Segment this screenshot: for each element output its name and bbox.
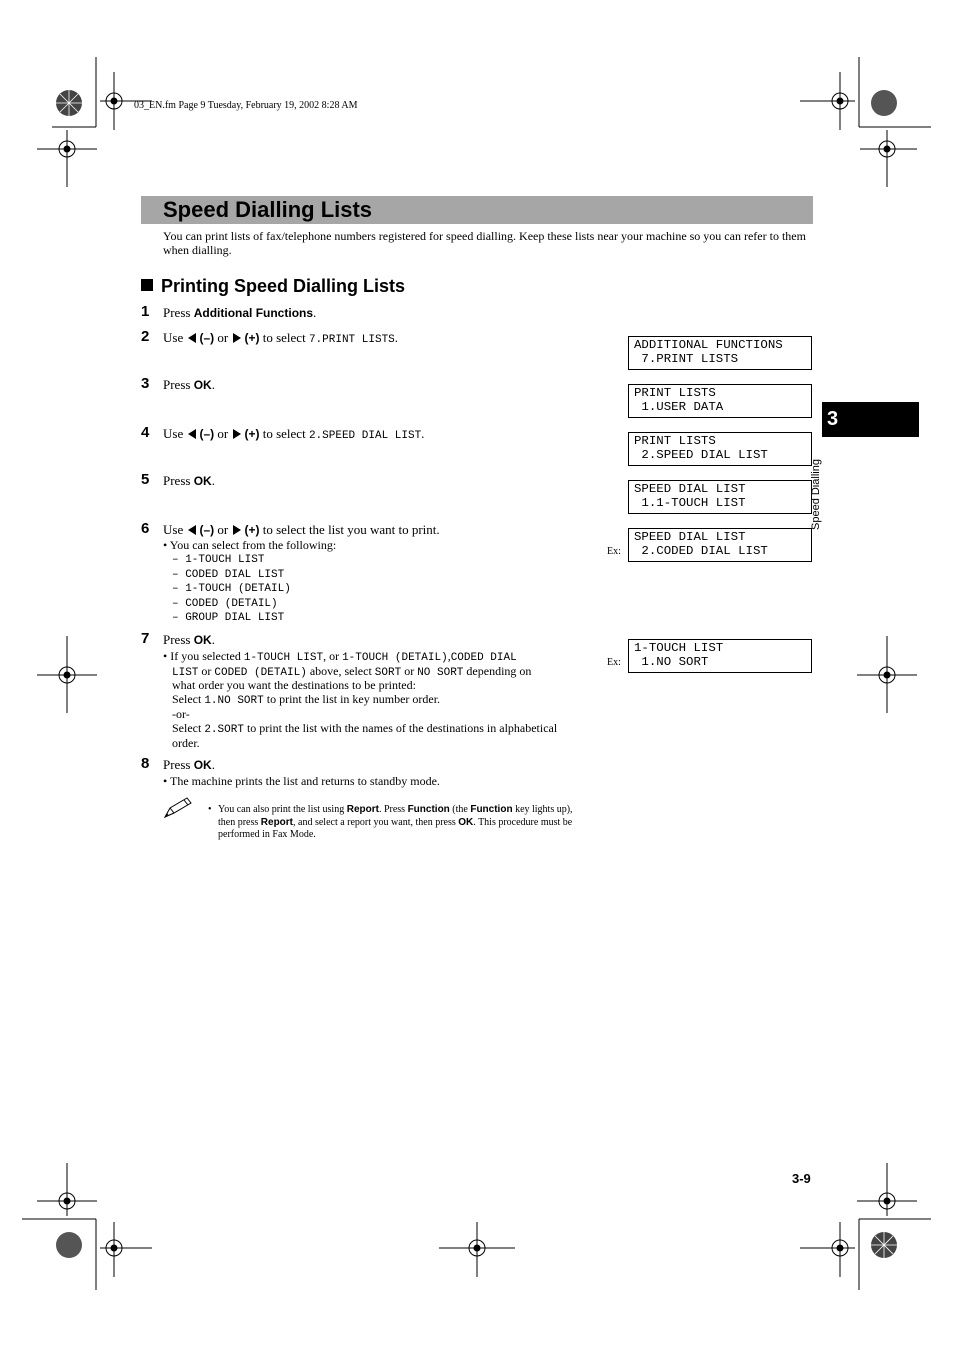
right-arrow-icon [233,333,241,343]
key-name: Function [407,804,450,815]
step-7-line-3: what order you want the destinations to be printed: [172,678,416,692]
lcd-display [628,639,812,673]
punct: . [421,426,425,441]
registration-mark-icon [37,130,97,187]
lcd-line: 1.1-TOUCH LIST [634,496,746,510]
display-code: NO SORT [417,667,464,679]
text: , or [323,649,343,663]
step-number: 2 [141,328,150,345]
page-title: Speed Dialling Lists [163,197,373,222]
text: or [198,664,215,678]
display-code: CODED (DETAIL) [214,667,307,679]
step-number: 7 [141,630,150,647]
left-arrow-icon [188,429,196,439]
key-name: (+) [244,523,260,537]
page-number: 3-9 [792,1171,811,1186]
display-code: SORT [374,667,402,679]
key-name: OK [193,378,212,392]
key-name: Additional Functions [193,306,314,320]
display-code: 2.SORT [204,724,244,736]
lcd-line: PRINT LISTS [634,386,716,400]
step-text: Press [163,377,194,392]
right-arrow-icon [233,429,241,439]
text: depending on [463,664,532,678]
step-6-bullet: • You can select from the following: [163,538,337,552]
text: Select [172,721,205,735]
lcd-line: 7.PRINT LISTS [634,352,739,366]
registration-mark-icon [860,130,917,187]
list-option: – CODED (DETAIL) [172,597,278,610]
step-text: or [214,522,232,537]
section-heading-text: Printing Speed Dialling Lists [161,276,406,296]
display-code: 1-TOUCH LIST [243,652,324,664]
step-number: 5 [141,471,150,488]
example-label: Ex: [607,657,621,668]
lcd-line: SPEED DIAL LIST [634,530,746,544]
registration-mark-icon [100,1222,152,1277]
lcd-line: ADDITIONAL FUNCTIONS [634,338,783,352]
step-text: to select [259,330,309,345]
square-bullet-icon [141,279,153,291]
step-number: 1 [141,303,150,320]
step-7-or: -or- [172,707,190,721]
step-text: Use [163,522,187,537]
text: • If you selected [163,649,244,663]
step-text: Press [163,305,194,320]
list-option: – CODED DIAL LIST [172,568,285,581]
step-8-bullet: • The machine prints the list and returns to standby mode. [163,774,440,788]
key-name: Function [470,804,513,815]
display-code: CODED DIAL [450,652,517,664]
pencil-note-icon [163,796,193,820]
step-number: 4 [141,424,150,441]
lcd-line: PRINT LISTS [634,434,716,448]
registration-mark-icon [857,1163,917,1216]
lcd-line: 2.CODED DIAL LIST [634,544,768,558]
registration-mark-icon [37,1163,97,1216]
lcd-display [628,336,812,370]
key-name: OK [193,474,212,488]
list-option: – GROUP DIAL LIST [172,612,285,625]
text: . Press [378,804,408,815]
text: , [447,649,451,663]
key-name: (+) [244,427,260,441]
step-text: Use [163,426,187,441]
starburst-target-icon [56,90,82,116]
key-name: OK [193,633,212,647]
intro-paragraph: You can print lists of fax/telephone numbers registered for speed dialling. Keep these lists near your machine so you can refer to them when dialling. [163,229,806,257]
punct: . [211,473,215,488]
key-name: (–) [199,427,215,441]
lcd-line: 2.SPEED DIAL LIST [634,448,768,462]
step-number: 8 [141,755,150,772]
text: key lights up), then press [218,804,573,828]
right-arrow-icon [233,525,241,535]
step-text: to select the list you want to print. [259,522,440,537]
key-name: (–) [199,331,215,345]
punct: . [211,632,215,647]
text: , and select a report you want, then press [293,816,459,828]
list-option: – 1-TOUCH (DETAIL) [172,583,291,596]
step-text: Press [163,473,194,488]
registration-mark-icon [800,72,855,130]
step-text: to select [259,426,309,441]
key-name: Report [260,816,294,828]
step-text: Press [163,757,194,772]
text: to print the list with the names of the destinations in alphabetical [243,721,558,735]
lcd-display [628,384,812,418]
text: or [401,664,418,678]
step-number: 6 [141,520,150,537]
note-text [218,804,583,842]
text: Select [172,692,205,706]
key-name: (–) [199,523,215,537]
punct: . [313,305,317,320]
step-number: 3 [141,375,150,392]
step-text: Use [163,330,187,345]
left-arrow-icon [188,525,196,535]
display-code: LIST [172,667,199,679]
example-label: Ex: [607,546,621,557]
display-code: 1.NO SORT [204,695,264,707]
file-info-header: 03_EN.fm Page 9 Tuesday, February 19, 2002 8:28 AM [134,100,358,111]
punct: . [211,377,215,392]
step-text: or [214,426,232,441]
display-code: 7.PRINT LISTS [308,334,395,346]
key-name: OK [458,816,474,828]
key-name: OK [193,758,212,772]
text: (the [449,804,471,815]
display-code: 2.SPEED DIAL LIST [308,430,422,442]
left-arrow-icon [188,333,196,343]
step-text: or [214,330,232,345]
key-name: (+) [244,331,260,345]
step-text: Press [163,632,194,647]
text: . This procedure must be performed in Fax Mode. [218,816,573,841]
lcd-display [628,432,812,466]
punct: . [394,330,399,345]
text: You can also print the list using [218,804,347,815]
gray-target-icon [56,1232,82,1258]
punct: . [211,757,215,772]
gray-target-icon [871,90,897,116]
side-label: Speed Dialling [810,459,822,530]
lcd-display [628,528,812,562]
lcd-line: 1.USER DATA [634,400,724,414]
list-option: – 1-TOUCH LIST [172,554,265,566]
note-bullet: • [208,804,212,815]
starburst-target-icon [871,1232,897,1258]
display-code: 1-TOUCH (DETAIL) [342,652,448,664]
lcd-line: 1-TOUCH LIST [634,641,724,655]
step-7-select-2-cont: order. [172,736,200,750]
title-bar [141,196,813,224]
lcd-line: 1.NO SORT [634,655,709,669]
key-name: Report [346,804,379,815]
chapter-tab: 3 [822,402,919,437]
section-heading [141,276,405,297]
lcd-line: SPEED DIAL LIST [634,482,746,496]
lcd-display [628,480,812,514]
text: above, select [306,664,375,678]
registration-mark-icon [800,1222,855,1277]
text: to print the list in key number order. [263,692,441,706]
